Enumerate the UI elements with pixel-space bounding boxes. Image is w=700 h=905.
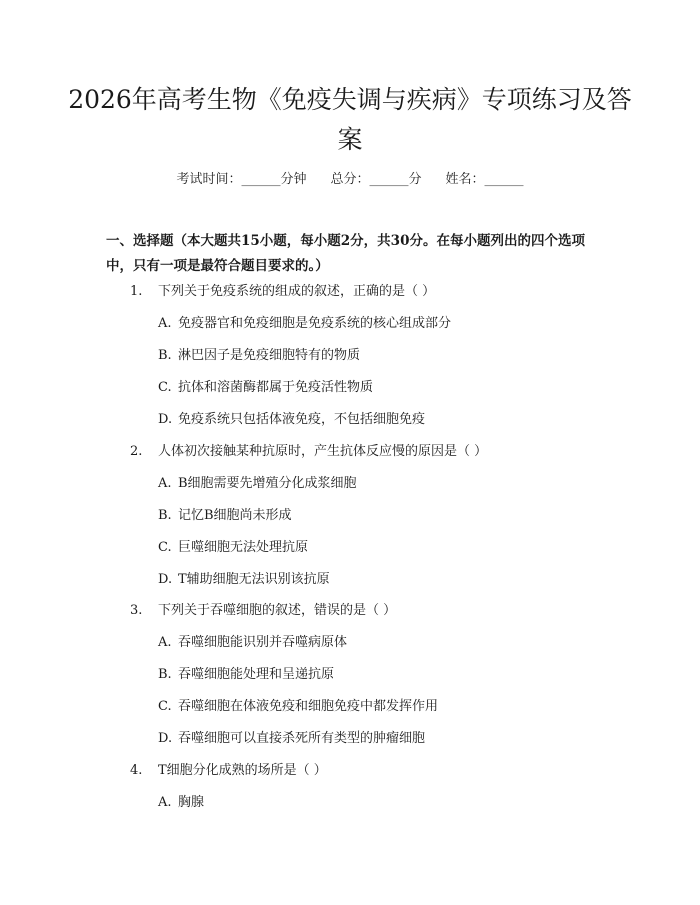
option-text: 吞噬细胞在体液免疫和细胞免疫中都发挥作用 (178, 699, 439, 714)
option-letter: B. (158, 348, 172, 363)
question-3-option-a (158, 633, 347, 653)
option-letter: B. (158, 667, 172, 682)
question-text: T细胞分化成熟的场所是（ ） (158, 763, 327, 778)
question-3-option-d (158, 729, 425, 749)
question-4-option-a (158, 793, 204, 813)
question-4 (130, 761, 327, 781)
option-letter: D. (158, 412, 173, 427)
section-heading: 一、选择题（本大题共15小题，每小题2分，共30分。在每小题列出的四个选项中，只有一项是最符合题目要求的。） (106, 233, 585, 274)
document-title: 2026年高考生物《免疫失调与疾病》专项练习及答案 (68, 85, 632, 154)
question-number: 2. (130, 444, 143, 459)
question-number: 1. (130, 284, 143, 299)
option-letter: A. (158, 476, 172, 491)
question-1-option-c (158, 378, 373, 398)
question-2-option-a (158, 474, 357, 494)
question-text: 人体初次接触某种抗原时，产生抗体反应慢的原因是（ ） (158, 444, 488, 459)
option-letter: C. (158, 540, 172, 555)
question-1-option-d (158, 410, 425, 430)
question-number: 3. (130, 603, 143, 618)
option-text: B细胞需要先增殖分化成浆细胞 (178, 476, 357, 491)
option-letter: A. (158, 635, 172, 650)
question-text: 下列关于免疫系统的组成的叙述，正确的是（ ） (158, 284, 436, 299)
option-text: 免疫器官和免疫细胞是免疫系统的核心组成部分 (178, 316, 452, 331)
option-letter: A. (158, 795, 172, 810)
option-text: 记忆B细胞尚未形成 (178, 508, 292, 523)
question-2-option-d (158, 570, 330, 590)
option-letter: A. (158, 316, 172, 331)
option-text: 吞噬细胞能处理和呈递抗原 (178, 667, 335, 682)
question-1 (130, 282, 435, 302)
option-text: 吞噬细胞能识别并吞噬病原体 (178, 635, 348, 650)
question-2 (130, 442, 487, 462)
option-text: T辅助细胞无法识别该抗原 (178, 572, 330, 587)
option-letter: D. (158, 572, 173, 587)
option-letter: D. (158, 731, 173, 746)
option-text: 巨噬细胞无法处理抗原 (178, 540, 309, 555)
question-3 (130, 601, 396, 621)
question-2-option-c (158, 538, 308, 558)
question-1-option-a (158, 314, 451, 334)
question-1-option-b (158, 346, 360, 366)
total-score-field: 总分：______分 (330, 172, 422, 187)
exam-time-field: 考试时间：______分钟 (176, 172, 307, 187)
option-letter: C. (158, 380, 172, 395)
question-text: 下列关于吞噬细胞的叙述，错误的是（ ） (158, 603, 397, 618)
option-text: 吞噬细胞可以直接杀死所有类型的肿瘤细胞 (178, 731, 426, 746)
option-letter: C. (158, 699, 172, 714)
option-text: 免疫系统只包括体液免疫，不包括细胞免疫 (178, 412, 426, 427)
question-3-option-c (158, 697, 438, 717)
question-2-option-b (158, 506, 292, 526)
option-letter: B. (158, 508, 172, 523)
question-number: 4. (130, 763, 143, 778)
exam-meta-line (0, 168, 700, 187)
student-name-field: 姓名：______ (445, 172, 524, 187)
option-text: 抗体和溶菌酶都属于免疫活性物质 (178, 380, 374, 395)
question-3-option-b (158, 665, 334, 685)
option-text: 淋巴因子是免疫细胞特有的物质 (178, 348, 361, 363)
option-text: 胸腺 (178, 795, 205, 810)
